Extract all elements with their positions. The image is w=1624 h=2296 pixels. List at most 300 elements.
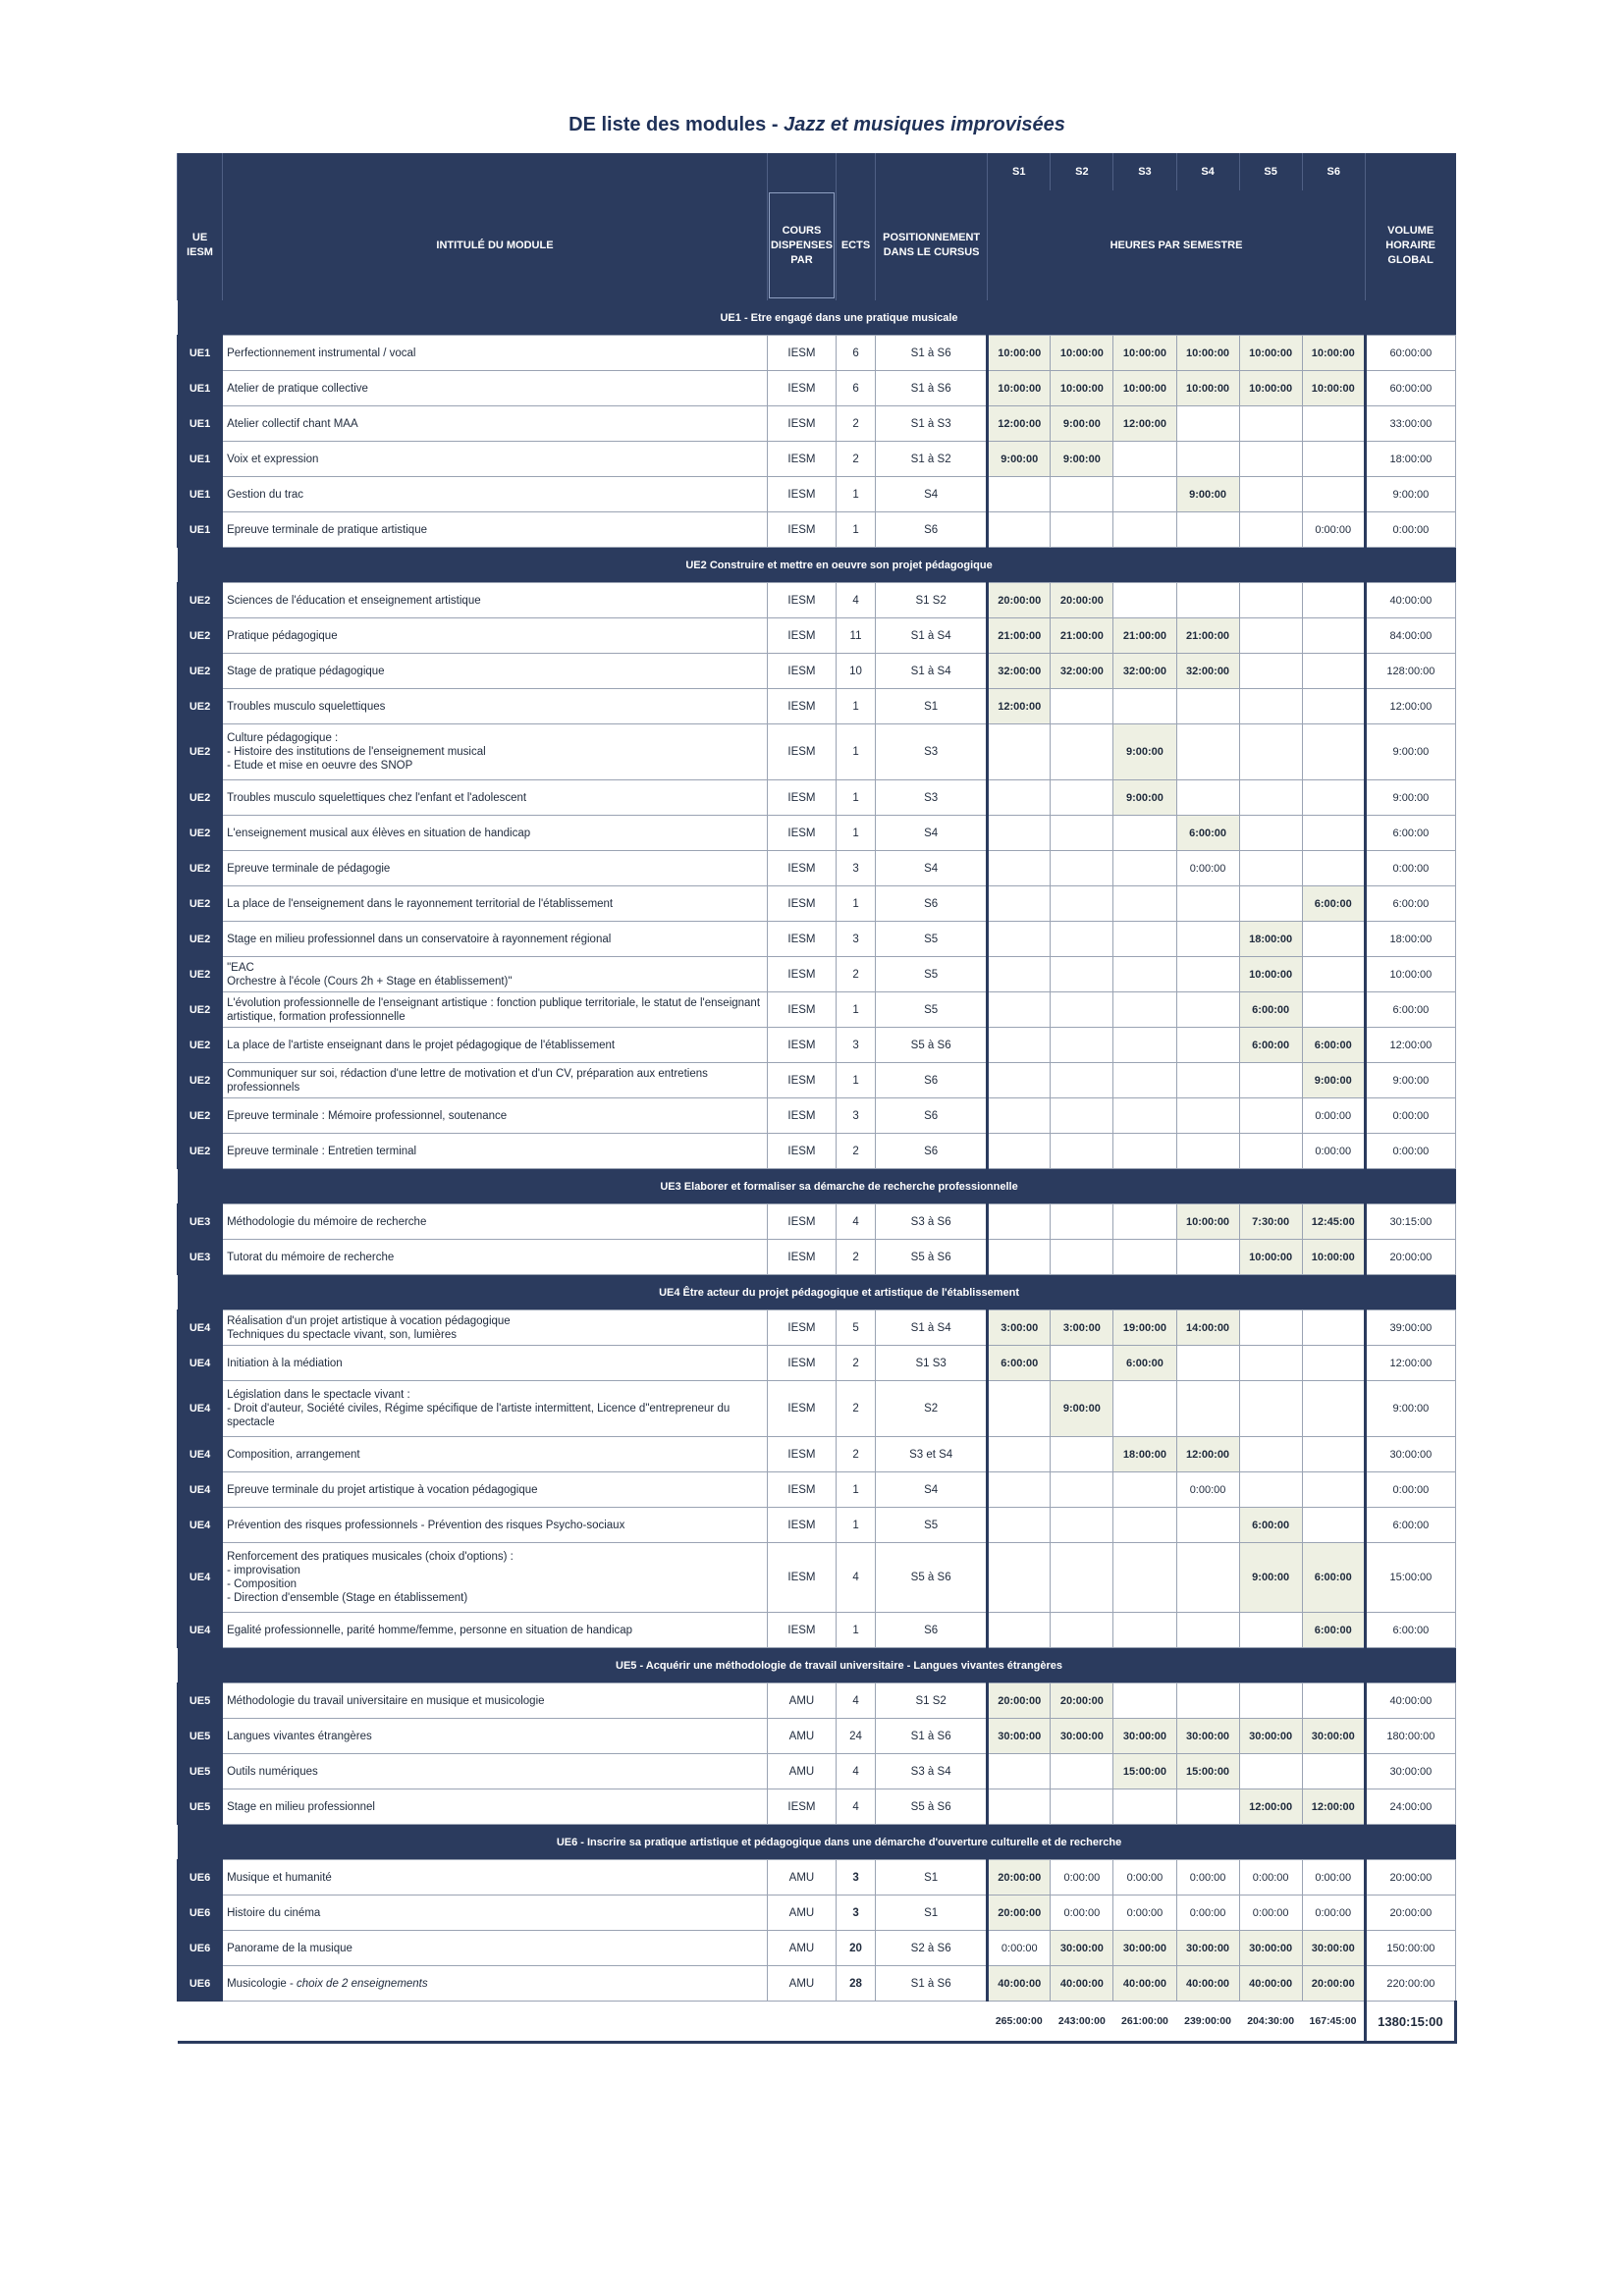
position: S1 [876,1860,988,1896]
semester-hours-s4: 32:00:00 [1176,654,1239,689]
semester-hours-s1 [988,1028,1051,1063]
semester-hours-s4 [1176,922,1239,957]
semester-hours-s5 [1239,654,1302,689]
table-row [178,1896,1456,1931]
semester-hours-s4: 9:00:00 [1176,477,1239,512]
provider: IESM [767,724,836,780]
semester-hours-s5: 6:00:00 [1239,1508,1302,1543]
semester-hours-s6: 30:00:00 [1302,1719,1365,1754]
position: S3 et S4 [876,1437,988,1472]
semester-hours-s5: 0:00:00 [1239,1896,1302,1931]
semester-hours-s6 [1302,477,1365,512]
semester-hours-s2 [1051,1613,1113,1648]
semester-hours-s4 [1176,724,1239,780]
semester-total-s5: 204:30:00 [1247,2015,1295,2027]
semester-hours-s2: 9:00:00 [1051,406,1113,442]
module-title [223,1931,768,1966]
module-title [223,1613,768,1648]
module-title [223,512,768,548]
section-ue-cell [178,1825,223,1860]
semester-total-s3: 261:00:00 [1121,2015,1168,2027]
semester-hours-s4: 0:00:00 [1176,1896,1239,1931]
total-hours: 33:00:00 [1365,406,1455,442]
semester-hours-s1 [988,1063,1051,1098]
ects: 3 [837,922,876,957]
ue-code: UE5 [178,1754,223,1789]
semester-hours-s2 [1051,1346,1113,1381]
semester-hours-s2 [1051,724,1113,780]
semester-hours-s4 [1176,1381,1239,1437]
module-title-text: Epreuve terminale de pratique artistique [227,523,427,536]
semester-hours-s2: 0:00:00 [1051,1896,1113,1931]
module-title-text: Egalité professionnelle, parité homme/femme, personne en situation de handicap [227,1624,633,1636]
semester-hours-s2 [1051,1134,1113,1169]
module-title [223,780,768,816]
section-title: UE1 - Etre engagé dans une pratique musicale [223,300,1456,336]
header-blank [767,153,836,190]
semester-hours-s6 [1302,1472,1365,1508]
ects: 4 [837,1543,876,1613]
semester-hours-s2 [1051,1098,1113,1134]
module-title [223,1719,768,1754]
semester-hours-s3 [1113,992,1176,1028]
semester-hours-s3 [1113,583,1176,618]
semester-hours-s2: 0:00:00 [1051,1860,1113,1896]
semester-hours-s6: 9:00:00 [1302,1063,1365,1098]
semester-hours-s4: 6:00:00 [1176,816,1239,851]
modules-body [178,300,1456,2043]
module-title-text: Epreuve terminale : Entretien terminal [227,1145,417,1157]
ue-code: UE2 [178,780,223,816]
module-title [223,1508,768,1543]
module-title-text: Prévention des risques professionnels - Prévention des risques Psycho-sociaux [227,1519,625,1531]
total-hours: 9:00:00 [1365,1381,1455,1437]
semester-hours-s6: 6:00:00 [1302,1613,1365,1648]
ue-code: UE2 [178,724,223,780]
semester-hours-s1 [988,780,1051,816]
module-title [223,406,768,442]
semester-total-s4: 239:00:00 [1184,2015,1231,2027]
section-header-row [178,1169,1456,1204]
section-ue-cell [178,548,223,583]
position: S3 [876,780,988,816]
ects: 1 [837,689,876,724]
semester-hours-s1 [988,922,1051,957]
module-title [223,1098,768,1134]
semester-hours-s5 [1239,1063,1302,1098]
section-header-row [178,548,1456,583]
ects: 2 [837,442,876,477]
semester-hours-s5 [1239,1683,1302,1719]
module-title-text: Atelier collectif chant MAA [227,417,358,430]
semester-hours-s4 [1176,1063,1239,1098]
module-title [223,689,768,724]
position: S5 [876,957,988,992]
semester-hours-s2 [1051,1472,1113,1508]
total-hours: 30:00:00 [1365,1754,1455,1789]
module-title [223,442,768,477]
provider: IESM [767,1063,836,1098]
table-row [178,371,1456,406]
semester-hours-s5 [1239,886,1302,922]
ue-code: UE4 [178,1346,223,1381]
module-title [223,618,768,654]
ects: 1 [837,1613,876,1648]
semester-hours-s5: 10:00:00 [1239,1240,1302,1275]
position: S1 à S4 [876,618,988,654]
semester-hours-s4: 14:00:00 [1176,1310,1239,1346]
semester-hours-s1 [988,886,1051,922]
semester-hours-s1 [988,992,1051,1028]
section-header-row [178,1825,1456,1860]
semester-hours-s2 [1051,851,1113,886]
provider: IESM [767,1204,836,1240]
semester-hours-s6: 10:00:00 [1302,371,1365,406]
semester-hours-s4: 0:00:00 [1176,1472,1239,1508]
total-hours: 9:00:00 [1365,1063,1455,1098]
module-title [223,816,768,851]
ects: 2 [837,1240,876,1275]
table-row [178,654,1456,689]
ects: 1 [837,477,876,512]
semester-hours-s1: 10:00:00 [988,371,1051,406]
semester-hours-s5: 6:00:00 [1239,1028,1302,1063]
totals-row [178,2002,1456,2043]
provider: AMU [767,1966,836,2002]
ects: 2 [837,1134,876,1169]
semester-hours-s3 [1113,512,1176,548]
table-row [178,689,1456,724]
ects: 1 [837,512,876,548]
semester-hours-s1: 12:00:00 [988,689,1051,724]
section-ue-cell [178,300,223,336]
semester-hours-s5: 40:00:00 [1239,1966,1302,2002]
ects: 1 [837,1063,876,1098]
semester-hours-s3: 12:00:00 [1113,406,1176,442]
total-hours: 220:00:00 [1365,1966,1455,2002]
semester-hours-s3: 40:00:00 [1113,1966,1176,2002]
semester-hours-s2: 20:00:00 [1051,583,1113,618]
semester-hours-s6: 0:00:00 [1302,512,1365,548]
module-title [223,1346,768,1381]
semester-hours-s5 [1239,724,1302,780]
semester-hours-s4 [1176,1543,1239,1613]
module-title-text: L'évolution professionnelle de l'enseignant artistique : fonction publique territoriale, le statut de l'enseignant artistique, formation professionnelle [227,996,761,1023]
table-row [178,1789,1456,1825]
provider: AMU [767,1931,836,1966]
position: S1 à S2 [876,442,988,477]
semester-hours-s1: 6:00:00 [988,1346,1051,1381]
semester-hours-s4 [1176,1683,1239,1719]
semester-hours-s4 [1176,1508,1239,1543]
provider: IESM [767,1437,836,1472]
module-title-text: Législation dans le spectacle vivant : - Droit d'auteur, Société civiles, Régime spécifique de l'artiste intermittent, Licence d"entrepreneur du spectacle [227,1389,731,1428]
header-blank [178,153,223,190]
module-title-text: Perfectionnement instrumental / vocal [227,347,416,359]
position: S4 [876,1472,988,1508]
semester-hours-s1: 30:00:00 [988,1719,1051,1754]
semester-hours-s5 [1239,406,1302,442]
module-title-text: Epreuve terminale de pédagogie [227,862,391,875]
semester-hours-s1: 10:00:00 [988,336,1051,371]
ue-code: UE4 [178,1543,223,1613]
semester-hours-s4: 10:00:00 [1176,336,1239,371]
module-title-text: Musicologie - [227,1977,298,1990]
semester-hours-s2: 9:00:00 [1051,442,1113,477]
position: S3 [876,724,988,780]
semester-hours-s3 [1113,689,1176,724]
semester-hours-s5: 6:00:00 [1239,992,1302,1028]
module-title-text: Musique et humanité [227,1871,332,1884]
ue-code: UE2 [178,886,223,922]
section-header-row [178,300,1456,336]
table-row [178,1543,1456,1613]
semester-hours-s2: 40:00:00 [1051,1966,1113,2002]
provider: IESM [767,1310,836,1346]
semester-total-s1: 265:00:00 [995,2015,1043,2027]
semester-hours-s1: 32:00:00 [988,654,1051,689]
semester-hours-s3 [1113,851,1176,886]
total-hours: 6:00:00 [1365,1508,1455,1543]
module-title-text: Panorame de la musique [227,1942,352,1954]
ue-code: UE3 [178,1204,223,1240]
semester-hours-s3: 9:00:00 [1113,724,1176,780]
provider: IESM [767,512,836,548]
ects: 2 [837,1346,876,1381]
semester-hours-s4 [1176,1613,1239,1648]
semester-hours-s3: 30:00:00 [1113,1931,1176,1966]
header-blank [837,153,876,190]
provider: IESM [767,1346,836,1381]
provider: AMU [767,1860,836,1896]
semester-hours-s2 [1051,1508,1113,1543]
ue-code: UE5 [178,1719,223,1754]
position: S6 [876,1063,988,1098]
ue-code: UE1 [178,442,223,477]
provider: AMU [767,1754,836,1789]
semester-hours-s2: 30:00:00 [1051,1719,1113,1754]
provider: IESM [767,886,836,922]
semester-hours-s2 [1051,1437,1113,1472]
ects: 4 [837,1204,876,1240]
position: S6 [876,1134,988,1169]
semester-hours-s6 [1302,1310,1365,1346]
semester-hours-s2: 9:00:00 [1051,1381,1113,1437]
semester-hours-s4 [1176,1789,1239,1825]
semester-hours-s1: 3:00:00 [988,1310,1051,1346]
position: S1 à S4 [876,1310,988,1346]
semester-hours-s6: 10:00:00 [1302,1240,1365,1275]
semester-hours-s6: 6:00:00 [1302,1543,1365,1613]
semester-hours-s2 [1051,1789,1113,1825]
header-cours: COURS DISPENSES PAR [767,190,836,300]
semester-hours-s4: 10:00:00 [1176,1204,1239,1240]
ue-code: UE6 [178,1931,223,1966]
semester-hours-s6 [1302,1346,1365,1381]
ects: 6 [837,371,876,406]
ue-code: UE2 [178,618,223,654]
provider: IESM [767,336,836,371]
semester-hours-s1: 20:00:00 [988,1860,1051,1896]
ue-code: UE2 [178,922,223,957]
provider: IESM [767,371,836,406]
module-title-text: Histoire du cinéma [227,1906,321,1919]
semester-hours-s3: 0:00:00 [1113,1860,1176,1896]
provider: IESM [767,1472,836,1508]
position: S6 [876,1613,988,1648]
semester-hours-s1: 20:00:00 [988,583,1051,618]
position: S1 à S6 [876,1966,988,2002]
module-title [223,992,768,1028]
semester-hours-s6 [1302,922,1365,957]
semester-hours-s6 [1302,406,1365,442]
module-title [223,1683,768,1719]
ects: 2 [837,1381,876,1437]
module-title [223,336,768,371]
module-title-text: Stage en milieu professionnel [227,1800,375,1813]
module-title [223,1134,768,1169]
module-title-text: Tutorat du mémoire de recherche [227,1251,395,1263]
header-intitule: INTITULÉ DU MODULE [223,190,768,300]
semester-hours-s3 [1113,1240,1176,1275]
module-title [223,1028,768,1063]
ue-code: UE6 [178,1966,223,2002]
table-row [178,1472,1456,1508]
position: S1 à S3 [876,406,988,442]
table-row [178,992,1456,1028]
semester-hours-s2 [1051,1240,1113,1275]
semester-hours-s3 [1113,1508,1176,1543]
semester-hours-s6: 0:00:00 [1302,1860,1365,1896]
module-title-text: Stage en milieu professionnel dans un conservatoire à rayonnement régional [227,933,612,945]
total-hours: 30:15:00 [1365,1204,1455,1240]
ects: 2 [837,406,876,442]
semester-hours-s1 [988,1543,1051,1613]
semester-hours-s3 [1113,1063,1176,1098]
provider: IESM [767,654,836,689]
position: S2 à S6 [876,1931,988,1966]
section-header-row [178,1275,1456,1310]
total-hours: 150:00:00 [1365,1931,1455,1966]
semester-hours-s6 [1302,780,1365,816]
semester-hours-s4: 12:00:00 [1176,1437,1239,1472]
semester-hours-s1 [988,512,1051,548]
semester-hours-s3 [1113,442,1176,477]
semester-hours-s2 [1051,816,1113,851]
provider: IESM [767,780,836,816]
total-hours: 60:00:00 [1365,336,1455,371]
module-title-text: Composition, arrangement [227,1448,360,1461]
total-hours: 12:00:00 [1365,689,1455,724]
ue-code: UE1 [178,336,223,371]
semester-hours-s2 [1051,512,1113,548]
position: S1 [876,689,988,724]
module-title [223,1204,768,1240]
table-row [178,886,1456,922]
semester-hours-s6 [1302,618,1365,654]
total-hours: 128:00:00 [1365,654,1455,689]
position: S6 [876,512,988,548]
semester-hours-s1 [988,1754,1051,1789]
header-main-row [178,190,1456,300]
header-s6: S6 [1302,153,1365,190]
module-title-text: Communiquer sur soi, rédaction d'une lettre de motivation et d'un CV, préparation aux entretiens professionnels [227,1067,708,1094]
semester-hours-s4 [1176,583,1239,618]
semester-hours-s5 [1239,689,1302,724]
semester-hours-s2 [1051,689,1113,724]
header-blank [1365,153,1455,190]
semester-hours-s5 [1239,780,1302,816]
semester-hours-s5 [1239,477,1302,512]
table-row [178,336,1456,371]
ue-code: UE2 [178,689,223,724]
module-title [223,1789,768,1825]
semester-hours-s3: 30:00:00 [1113,1719,1176,1754]
semester-hours-s5 [1239,1310,1302,1346]
header-s5: S5 [1239,153,1302,190]
semester-hours-s4 [1176,1240,1239,1275]
provider: IESM [767,816,836,851]
semester-hours-s3 [1113,957,1176,992]
semester-hours-s6: 20:00:00 [1302,1966,1365,2002]
total-hours: 10:00:00 [1365,957,1455,992]
ue-code: UE6 [178,1896,223,1931]
table-row [178,1310,1456,1346]
provider: IESM [767,1381,836,1437]
module-title [223,922,768,957]
ue-code: UE4 [178,1381,223,1437]
semester-hours-s3: 15:00:00 [1113,1754,1176,1789]
semester-hours-s4: 0:00:00 [1176,851,1239,886]
semester-hours-s4 [1176,1028,1239,1063]
table-row [178,1719,1456,1754]
ects: 11 [837,618,876,654]
module-title-text: Méthodologie du travail universitaire en musique et musicologie [227,1694,545,1707]
header-blank [223,153,768,190]
module-title [223,724,768,780]
semester-hours-s6 [1302,724,1365,780]
table-row [178,406,1456,442]
semester-hours-s3: 9:00:00 [1113,780,1176,816]
ue-code: UE2 [178,816,223,851]
provider: IESM [767,1028,836,1063]
semester-hours-s6 [1302,689,1365,724]
ue-code: UE2 [178,1098,223,1134]
ue-code: UE2 [178,957,223,992]
totals-blank [178,2002,988,2043]
semester-hours-s2 [1051,922,1113,957]
table-row [178,1508,1456,1543]
semester-hours-s3: 21:00:00 [1113,618,1176,654]
ects: 24 [837,1719,876,1754]
table-row [178,442,1456,477]
table-row [178,1966,1456,2002]
module-title-text: Langues vivantes étrangères [227,1730,372,1742]
total-hours: 0:00:00 [1365,1098,1455,1134]
semester-hours-s1 [988,1240,1051,1275]
semester-hours-s2 [1051,957,1113,992]
semester-hours-s4: 30:00:00 [1176,1719,1239,1754]
ects: 3 [837,1860,876,1896]
position: S4 [876,851,988,886]
semester-hours-s5: 0:00:00 [1239,1860,1302,1896]
provider: IESM [767,851,836,886]
total-hours: 0:00:00 [1365,851,1455,886]
semester-hours-s5: 10:00:00 [1239,957,1302,992]
semester-hours-s4 [1176,957,1239,992]
module-title-text: Culture pédagogique : - Histoire des institutions de l'enseignement musical - Etude et mise en oeuvre des SNOP [227,732,486,772]
total-hours: 39:00:00 [1365,1310,1455,1346]
